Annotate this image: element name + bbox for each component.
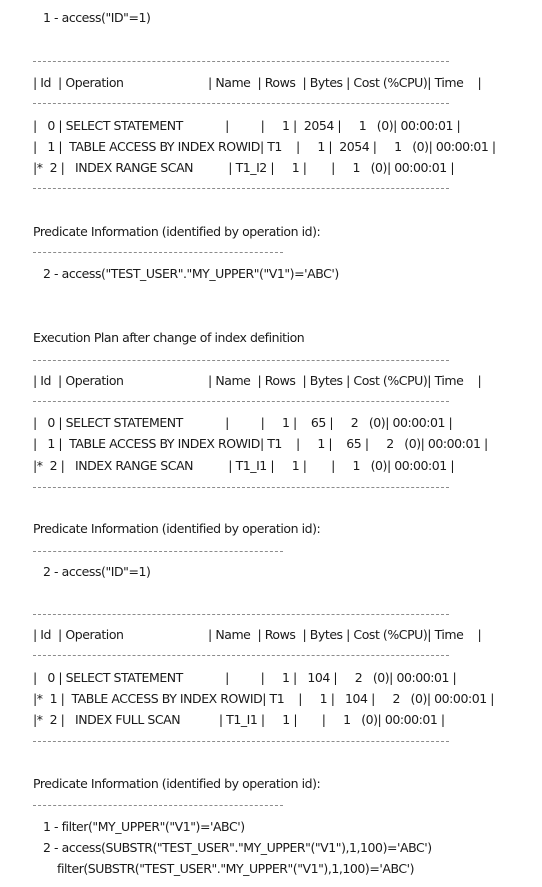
plan-row: | 0 | SELECT STATEMENT | | 1 | 104 | 2 (0)| 00:00:01 | (33, 670, 457, 685)
section-heading: Predicate Information (identified by operation id): (33, 776, 321, 791)
divider (33, 188, 449, 189)
plan-row: | 1 | TABLE ACCESS BY INDEX ROWID| T1 | 1 | 65 | 2 (0)| 00:00:01 | (33, 436, 488, 451)
predicate-line: 2 - access(SUBSTR("TEST_USER"."MY_UPPER"("V1"),1,100)='ABC') (43, 840, 432, 855)
divider (33, 655, 449, 656)
divider (33, 614, 449, 615)
divider (33, 252, 283, 253)
plan-row: | 0 | SELECT STATEMENT | | 1 | 2054 | 1 (0)| 00:00:01 | (33, 118, 461, 133)
plan-header-row: | Id | Operation | Name | Rows | Bytes | Cost (%CPU)| Time | (33, 373, 482, 388)
predicate-line: 2 - access("ID"=1) (43, 564, 151, 579)
divider (33, 61, 449, 62)
plan-row: |* 2 | INDEX RANGE SCAN | T1_I1 | 1 | | 1 (0)| 00:00:01 | (33, 458, 455, 473)
section-heading: Predicate Information (identified by operation id): (33, 224, 321, 239)
plan-header-row: | Id | Operation | Name | Rows | Bytes | Cost (%CPU)| Time | (33, 627, 482, 642)
divider (33, 401, 449, 402)
divider (33, 551, 283, 552)
section-heading: Execution Plan after change of index definition (33, 330, 305, 345)
predicate-line: 2 - access("TEST_USER"."MY_UPPER"("V1")='ABC') (43, 266, 339, 281)
divider (33, 805, 283, 806)
divider (33, 741, 449, 742)
plan-row: |* 2 | INDEX RANGE SCAN | T1_I2 | 1 | | 1 (0)| 00:00:01 | (33, 160, 455, 175)
predicate-line: filter(SUBSTR("TEST_USER"."MY_UPPER"("V1"),1,100)='ABC') (57, 861, 415, 876)
plan-header-row: | Id | Operation | Name | Rows | Bytes | Cost (%CPU)| Time | (33, 75, 482, 90)
plan-row: | 0 | SELECT STATEMENT | | 1 | 65 | 2 (0)| 00:00:01 | (33, 415, 453, 430)
divider (33, 103, 449, 104)
divider (33, 487, 449, 488)
predicate-line: 1 - access("ID"=1) (43, 10, 151, 25)
predicate-line: 1 - filter("MY_UPPER"("V1")='ABC') (43, 819, 245, 834)
plan-row: |* 2 | INDEX FULL SCAN | T1_I1 | 1 | | 1 (0)| 00:00:01 | (33, 712, 445, 727)
plan-row: | 1 | TABLE ACCESS BY INDEX ROWID| T1 | 1 | 2054 | 1 (0)| 00:00:01 | (33, 139, 496, 154)
section-heading: Predicate Information (identified by operation id): (33, 521, 321, 536)
divider (33, 360, 449, 361)
plan-row: |* 1 | TABLE ACCESS BY INDEX ROWID| T1 | 1 | 104 | 2 (0)| 00:00:01 | (33, 691, 494, 706)
